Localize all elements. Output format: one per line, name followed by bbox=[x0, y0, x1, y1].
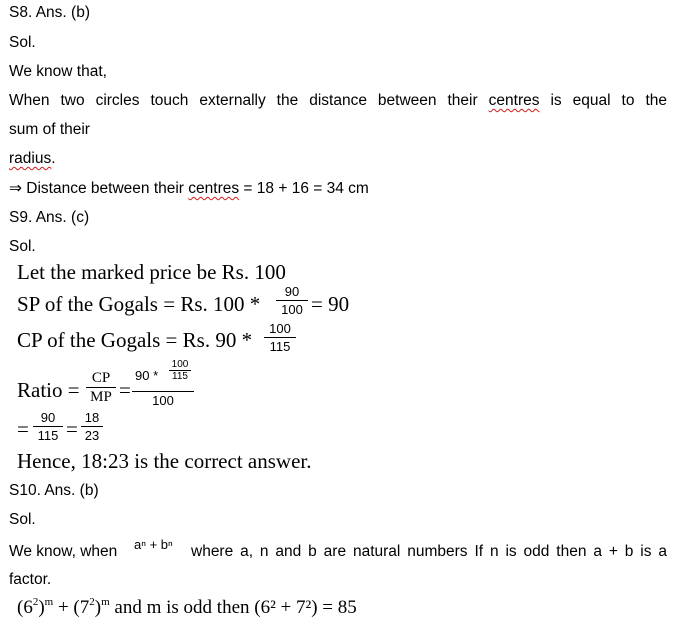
s10-heading: S10. Ans. (b) bbox=[9, 482, 99, 499]
s8-sol: Sol. bbox=[9, 34, 36, 51]
s9-fraction-18-23: 18 23 bbox=[81, 411, 103, 443]
s9-cp-fraction: 100 115 bbox=[264, 322, 296, 354]
s8-line-5: ⇒ Distance between their centres = 18 + 16 = 34 cm bbox=[9, 180, 369, 197]
s10-line-1b: where a, n and b are natural numbers If n is odd then a + b is a bbox=[191, 543, 667, 560]
s9-sol: Sol. bbox=[9, 238, 36, 255]
s8-line-1: We know that, bbox=[9, 63, 107, 80]
s9-fraction-90-115: 90 115 bbox=[33, 411, 63, 443]
s9-sp-line: SP of the Gogals = Rs. 100 * bbox=[17, 292, 261, 316]
s10-line-2: factor. bbox=[9, 571, 52, 588]
s10-formula: aⁿ + bⁿ bbox=[134, 537, 173, 552]
spell-underline-centres-2: centres bbox=[188, 180, 240, 197]
s8-line-3: sum of their bbox=[9, 121, 90, 138]
s9-conclusion: Hence, 18:23 is the correct answer. bbox=[17, 449, 312, 473]
s9-heading: S9. Ans. (c) bbox=[9, 209, 90, 226]
s9-eq-1: = bbox=[119, 378, 131, 402]
s10-sol: Sol. bbox=[9, 511, 36, 528]
s9-ratio-label: Ratio = bbox=[17, 378, 80, 402]
s9-eq-3: = bbox=[66, 417, 78, 441]
s8-line-2: When two circles touch externally the distance between their centres is equal to the bbox=[9, 92, 667, 109]
spell-underline-centres: centres bbox=[488, 92, 540, 109]
s9-eq-2: = bbox=[17, 417, 29, 441]
s8-line-4: radius. bbox=[9, 150, 56, 167]
s9-ratio-complex-fraction: 90 * 100 115 100 bbox=[132, 360, 194, 408]
spell-underline-radius: radius bbox=[9, 150, 52, 167]
s10-formula-line: $(6^2)^m + (7^2)^m$ and m is odd then (6² + 7²) = 85 bbox=[17, 596, 357, 618]
s9-ratio-cp-mp: CP MP bbox=[86, 371, 116, 405]
s10-line-1a: We know, when bbox=[9, 543, 118, 560]
s9-cp-line: CP of the Gogals = Rs. 90 * bbox=[17, 328, 253, 352]
s9-marked-price: Let the marked price be Rs. 100 bbox=[17, 260, 286, 284]
s8-heading: S8. Ans. (b) bbox=[9, 4, 90, 21]
s9-sp-result: = 90 bbox=[311, 292, 350, 316]
s9-sp-fraction: 90 100 bbox=[276, 285, 308, 317]
